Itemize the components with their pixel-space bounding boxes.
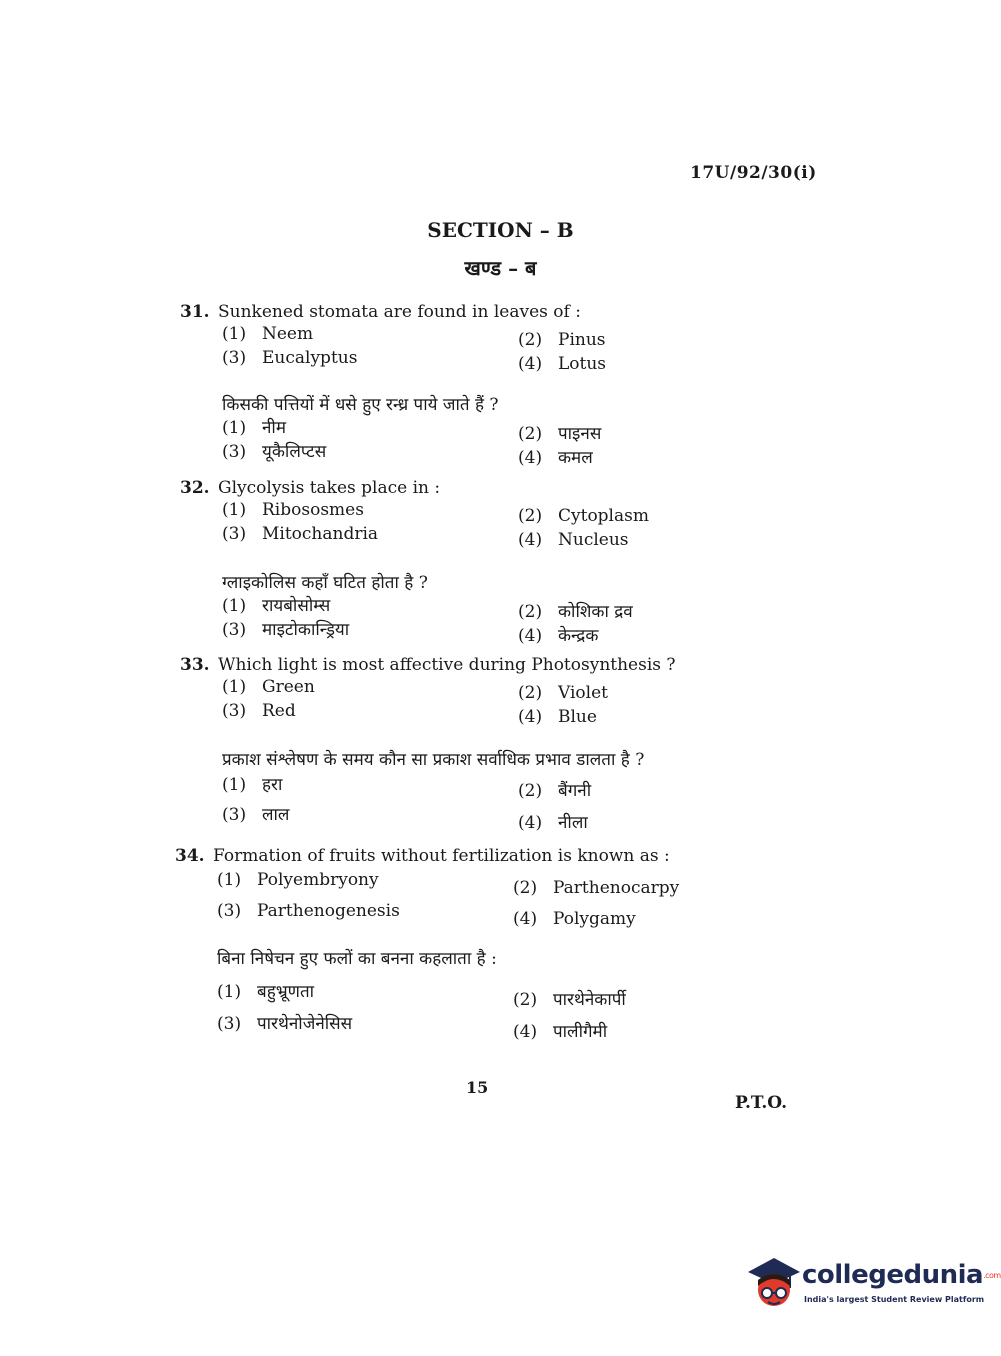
brand-name: collegedunia.com xyxy=(802,1260,1001,1290)
options-en xyxy=(217,866,775,929)
option-1-hindi: (1) हरा xyxy=(222,775,283,795)
option-4: (4) Polygamy xyxy=(513,909,636,929)
option-3-hindi: (3) यूकैलिप्टस xyxy=(222,442,327,462)
option-2-hindi: (2) पाइनस xyxy=(518,424,602,444)
question-31 xyxy=(180,302,780,468)
option-4: (4) Lotus xyxy=(518,354,607,374)
option-1-hindi: (1) नीम xyxy=(222,418,287,438)
option-4: (4) Nucleus xyxy=(518,530,629,550)
option-2: (2) Violet xyxy=(518,683,608,703)
option-2: (2) Cytoplasm xyxy=(518,506,649,526)
question-text xyxy=(180,655,780,675)
option-4: (4) Blue xyxy=(518,707,597,727)
question-text xyxy=(180,478,780,498)
option-3-hindi: (3) लाल xyxy=(222,805,290,825)
section-title: SECTION – B xyxy=(427,218,574,242)
option-1-hindi: (1) रायबोसोम्स xyxy=(222,596,331,616)
question-number: 34. xyxy=(175,846,205,866)
question-34 xyxy=(175,846,775,1042)
question-text-hindi: ग्लाइकोलिस कहाँ घटित होता है ? xyxy=(222,573,428,593)
option-3: (3) Mitochandria xyxy=(222,524,379,544)
option-2-hindi: (2) बैंगनी xyxy=(518,781,592,801)
option-4-hindi: (4) केन्द्रक xyxy=(518,626,599,646)
question-text xyxy=(180,302,780,322)
pto-label: P.T.O. xyxy=(735,1093,787,1113)
options-hi xyxy=(217,969,775,1042)
question-text-hindi: बिना निषेचन हुए फलों का बनना कहलाता है : xyxy=(217,949,497,969)
options-en xyxy=(222,322,780,372)
option-4-hindi: (4) पालीगैमी xyxy=(513,1022,608,1042)
option-3: (3) Eucalyptus xyxy=(222,348,358,368)
option-3-hindi: (3) पारथेनोजेनेसिस xyxy=(217,1014,353,1034)
option-1: (1) Polyembryony xyxy=(217,870,379,890)
question-number: 33. xyxy=(180,655,210,675)
question-text xyxy=(175,846,775,866)
brand-tagline: India's largest Student Review Platform xyxy=(804,1295,985,1304)
question-32 xyxy=(180,478,780,646)
option-4-hindi: (4) नीला xyxy=(518,813,588,833)
option-2: (2) Parthenocarpy xyxy=(513,878,680,898)
option-1: (1) Ribososmes xyxy=(222,500,364,520)
options-en xyxy=(222,498,780,548)
options-en xyxy=(222,675,780,725)
option-2-hindi: (2) कोशिका द्रव xyxy=(518,602,633,622)
brand-watermark xyxy=(744,1250,1001,1320)
question-text-en: Sunkened stomata are found in leaves of : xyxy=(218,302,581,322)
options-hi xyxy=(222,770,780,833)
question-text-en: Which light is most affective during Photosynthesis ? xyxy=(218,655,676,675)
question-number: 32. xyxy=(180,478,210,498)
option-3-hindi: (3) माइटोकान्ड्रिया xyxy=(222,620,350,640)
options-hi xyxy=(222,593,780,646)
section-title-hindi: खण्ड – ब xyxy=(464,256,537,280)
option-3: (3) Red xyxy=(222,701,296,721)
page-number: 15 xyxy=(466,1078,489,1097)
collegedunia-logo-icon xyxy=(744,1250,802,1312)
option-2: (2) Pinus xyxy=(518,330,606,350)
question-text-en: Glycolysis takes place in : xyxy=(218,478,441,498)
option-4-hindi: (4) कमल xyxy=(518,448,593,468)
option-1: (1) Green xyxy=(222,677,315,697)
option-3: (3) Parthenogenesis xyxy=(217,901,400,921)
question-number: 31. xyxy=(180,302,210,322)
question-text-hindi: किसकी पत्तियों में धसे हुए रन्ध्र पाये जाते हैं ? xyxy=(222,395,499,415)
option-2-hindi: (2) पारथेनेकार्पी xyxy=(513,990,626,1010)
paper-code: 17U/92/30(i) xyxy=(690,163,817,183)
option-1-hindi: (1) बहुभ्रूणता xyxy=(217,982,315,1002)
options-hi xyxy=(222,415,780,468)
question-text-hindi: प्रकाश संश्लेषण के समय कौन सा प्रकाश सर्वाधिक प्रभाव डालता है ? xyxy=(222,750,645,770)
option-1: (1) Neem xyxy=(222,324,314,344)
question-33 xyxy=(180,655,780,833)
question-text-en: Formation of fruits without fertilization is known as : xyxy=(213,846,670,866)
